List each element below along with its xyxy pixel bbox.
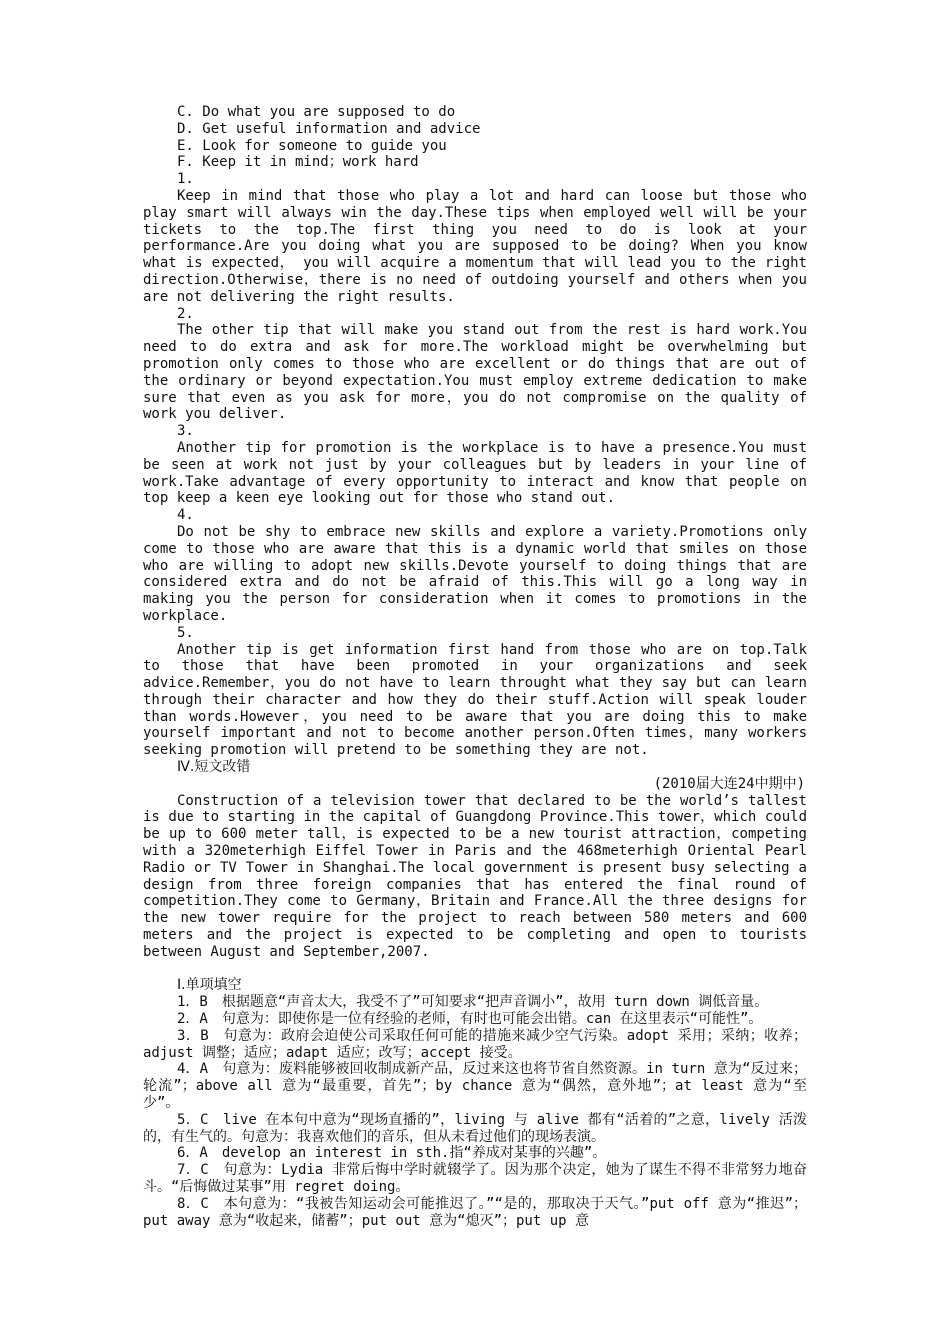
answer-section — [143, 977, 807, 1229]
answer-item: 7．C 句意为：Lydia 非常后悔中学时就辍学了。因为那个决定，她为了谋生不得不非常努力地奋斗。“后悔做过某事”用 regret doing。 — [143, 1162, 807, 1195]
paragraph-text: Another tip for promotion is the workplace is to have a presence.You must be seen at work not just by your colleagues but by leaders in your line of work.Take advantage of every opportunity to interact and know that people on top keep a keen eye looking out for those who stand out. — [143, 439, 807, 507]
paragraph-text: Keep in mind that those who play a lot and hard can loose but those who play smart will always win the day.These tips when employed well will be your tickets to the top.The first thing you need to do is look at your performance.Are you doing what you are supposed to be doing? When you know what is expected， you will acquire a momentum that will lead you to the right direction.Otherwise，there is no need of outdoing yourself and others when you are not delivering the right results. — [143, 187, 807, 305]
paragraph-text: Do not be shy to embrace new skills and explore a variety.Promotions only come to those who are aware that this is a dynamic world that smiles on those who are willing to adopt new skills.Devote yourself to doing things that are considered extra and do not be afraid of this.This will go a long way in making you the person for consideration when it comes to promotions in the workplace. — [143, 523, 807, 624]
paragraph-number: 3. — [177, 423, 194, 440]
option-d: D. Get useful information and advice — [177, 120, 481, 137]
options-list — [143, 104, 807, 171]
error-correction-passage: Construction of a television tower that declared to be the world’s tallest is due to starting in the capital of Guangdong Province.This tower，which could be up to 600 meter tall，is expected to be a new tourist attraction，competing with a 320meterhigh Eiffel Tower in Paris and the 468meterhigh Oriental Pearl Radio or TV Tower in Shanghai.The local government is present busy selecting a design from three foreign companies that has entered the final round of competition.They come to Germany，Britain and France.All the three designs for the new tower require for the project to reach between 580 meters and 600 meters and the project is expected to be completing and open to tourists between August and September,2007. — [143, 792, 807, 960]
answer-item: 1．B 根据题意“声音太大，我受不了”可知要求“把声音调小”，故用 turn down 调低音量。 — [177, 994, 769, 1011]
answer-item: 6．A develop an interest in sth.指“养成对某事的兴趣”。 — [177, 1145, 607, 1162]
document-page — [143, 104, 807, 1229]
paragraph-text: The other tip that will make you stand out from the rest is hard work.You need to do extra and ask for more.The workload might be overwhelming but promotion only comes to those who are excellent or do things that are out of the ordinary or beyond expectation.You must employ extreme dedication to make sure that even as you ask for more，you do not compromise on the quality of work you deliver. — [143, 322, 807, 423]
answer-item: 2．A 句意为：即使你是一位有经验的老师，有时也可能会出错。can 在这里表示“可能性”。 — [177, 1011, 763, 1028]
answers-heading: Ⅰ.单项填空 — [177, 977, 242, 994]
answer-item: 4．A 句意为：废料能够被回收制成新产品，反过来这也将节省自然资源。in turn 意为“反过来；轮流”；above all 意为“最重要，首先”；by chance 意为“偶然，意外地”；at least 意为“至少”。 — [143, 1061, 807, 1112]
paragraph-number: 1. — [177, 171, 194, 188]
option-e: E. Look for someone to guide you — [177, 137, 447, 154]
paragraph-number: 5. — [177, 624, 194, 641]
section-heading: Ⅳ.短文改错 — [177, 759, 251, 776]
paragraph-number: 2. — [177, 305, 194, 322]
spacer — [143, 961, 807, 978]
passage — [143, 171, 807, 759]
paragraph-number: 4. — [177, 507, 194, 524]
answer-item: 8．C 本句意为：“我被告知运动会可能推迟了。”“是的，那取决于天气。”put off 意为“推迟”；put away 意为“收起来，储蓄”；put out 意为“熄灭”；put up 意 — [143, 1195, 807, 1229]
option-f: F. Keep it in mind；work hard — [177, 154, 419, 171]
source-note: (2010届大连24中期中) — [653, 775, 805, 792]
answer-item: 3．B 句意为：政府会迫使公司采取任何可能的措施来减少空气污染。adopt 采用；采纳；收养；adjust 调整；适应；adapt 适应；改写；accept 接受。 — [143, 1027, 807, 1061]
paragraph-text: Another tip is get information first hand from those who are on top.Talk to those that have been promoted in your organizations and seek advice.Remember，you do not have to learn throught what they say but can learn through their character and how they do their stuff.Action will speak louder than words.However，you need to be aware that you are doing this to make yourself important and not to become another person.Often times，many workers seeking promotion will pretend to be something they are not. — [143, 641, 807, 759]
option-c: C. Do what you are supposed to do — [177, 104, 456, 120]
answer-item: 5．C live 在本句中意为“现场直播的”，living 与 alive 都有“活着的”之意，lively 活泼的，有生气的。句意为：我喜欢他们的音乐，但从未看过他们的现场表演。 — [143, 1111, 807, 1145]
